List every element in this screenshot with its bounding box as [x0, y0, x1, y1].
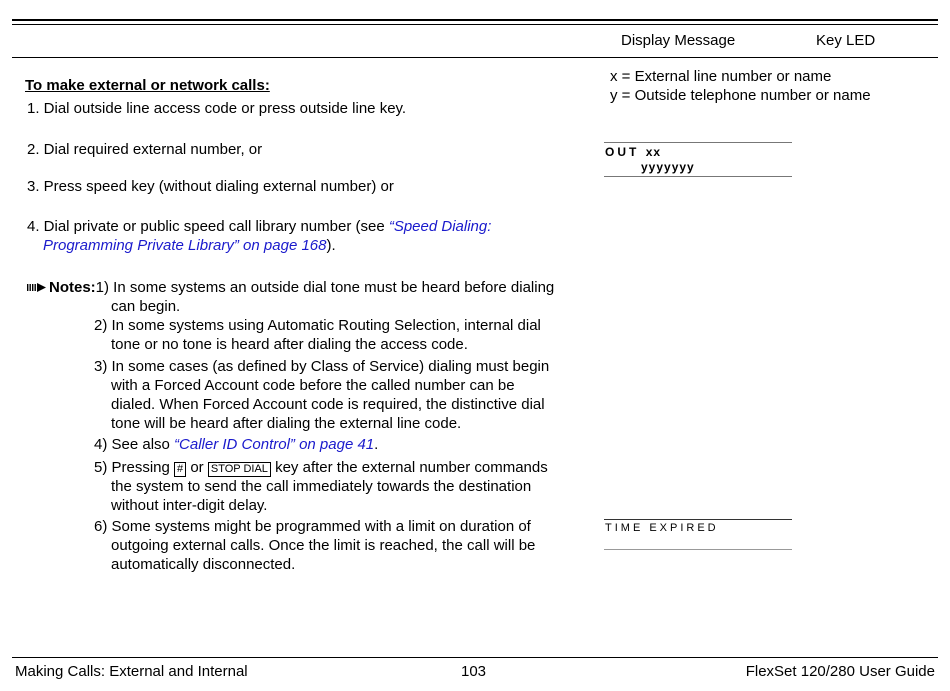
- display2-text: TIME EXPIRED: [605, 522, 719, 534]
- footer-right: FlexSet 120/280 User Guide: [745, 663, 935, 680]
- display1-xx: xx: [645, 145, 662, 159]
- note-6-line-b: outgoing external calls. Once the limit is reached, the call will be: [111, 537, 536, 554]
- caller-id-control-link[interactable]: “Caller ID Control” on page 41: [174, 436, 375, 453]
- step-1: 1. Dial outside line access code or press outside line key.: [27, 100, 407, 117]
- note-1-line-a: 1) In some systems an outside dial tone must be heard before dialing: [95, 279, 555, 296]
- hash-key: #: [174, 462, 186, 477]
- note-4: [94, 436, 378, 453]
- display1-line2: yyyyyyy: [641, 160, 695, 174]
- note-3-line-d: tone will be heard after dialing the external line code.: [111, 415, 462, 432]
- display1-out-label: OUT: [605, 145, 640, 159]
- note-5-suffix: key after the external number commands: [270, 459, 548, 476]
- step-4-continued: [43, 237, 336, 254]
- note-5-line-a: [94, 459, 548, 477]
- footer-left: Making Calls: External and Internal: [15, 663, 248, 680]
- legend-x: x = External line number or name: [610, 68, 832, 85]
- note-1-line-b: can begin.: [111, 298, 181, 315]
- note-4-prefix: 4) See also: [94, 436, 175, 453]
- display2-top-rule: [604, 519, 792, 520]
- note-arrow-icon: [27, 280, 47, 297]
- top-rule-1: [12, 19, 938, 21]
- section-title: To make external or network calls:: [25, 77, 270, 94]
- note-2-line-a: 2) In some systems using Automatic Routing Selection, internal dial: [94, 317, 541, 334]
- top-rule-2: [12, 24, 938, 25]
- step-4-suffix: ).: [326, 237, 336, 254]
- note-2-line-b: tone or no tone is heard after dialing the access code.: [111, 336, 468, 353]
- display1-bottom-rule: [604, 176, 792, 177]
- display2-bottom-rule: [604, 549, 792, 550]
- step-3: 3. Press speed key (without dialing external number) or: [27, 178, 394, 195]
- speed-dialing-link-part1[interactable]: “Speed Dialing:: [388, 218, 492, 235]
- note-3-line-a: 3) In some cases (as defined by Class of Service) dialing must begin: [94, 358, 550, 375]
- step-2: 2. Dial required external number, or: [27, 141, 263, 158]
- header-display-message: Display Message: [621, 32, 736, 49]
- header-rule: [12, 57, 938, 58]
- footer-page-number: 103: [461, 663, 487, 680]
- notes-label: Notes:: [49, 279, 96, 296]
- footer-rule: [12, 657, 938, 658]
- note-6-line-c: automatically disconnected.: [111, 556, 296, 573]
- note-6-line-a: 6) Some systems might be programmed with a limit on duration of: [94, 518, 531, 535]
- legend-y: y = Outside telephone number or name: [610, 87, 871, 104]
- stop-dial-key: STOP DIAL: [208, 462, 271, 477]
- note-3-line-c: dialed. When Forced Account code is required, the distinctive dial: [111, 396, 545, 413]
- display1-top-rule: [604, 142, 792, 143]
- note-5-line-b: the system to send the call immediately towards the destination: [111, 478, 532, 495]
- display1-line1: [605, 145, 661, 159]
- note-3-line-b: with a Forced Account code before the called number can be: [111, 377, 515, 394]
- notes-header: [27, 279, 554, 297]
- note-5-prefix: 5) Pressing: [94, 459, 175, 476]
- speed-dialing-link-part2[interactable]: Programming Private Library” on page 168: [43, 237, 327, 254]
- note-4-suffix: .: [374, 436, 379, 453]
- header-key-led: Key LED: [816, 32, 876, 49]
- step-4: [27, 218, 491, 235]
- step-4-prefix: 4. Dial private or public speed call library number (see: [27, 218, 389, 235]
- note-5-or: or: [186, 459, 208, 476]
- note-5-line-c: without inter-digit delay.: [111, 497, 268, 514]
